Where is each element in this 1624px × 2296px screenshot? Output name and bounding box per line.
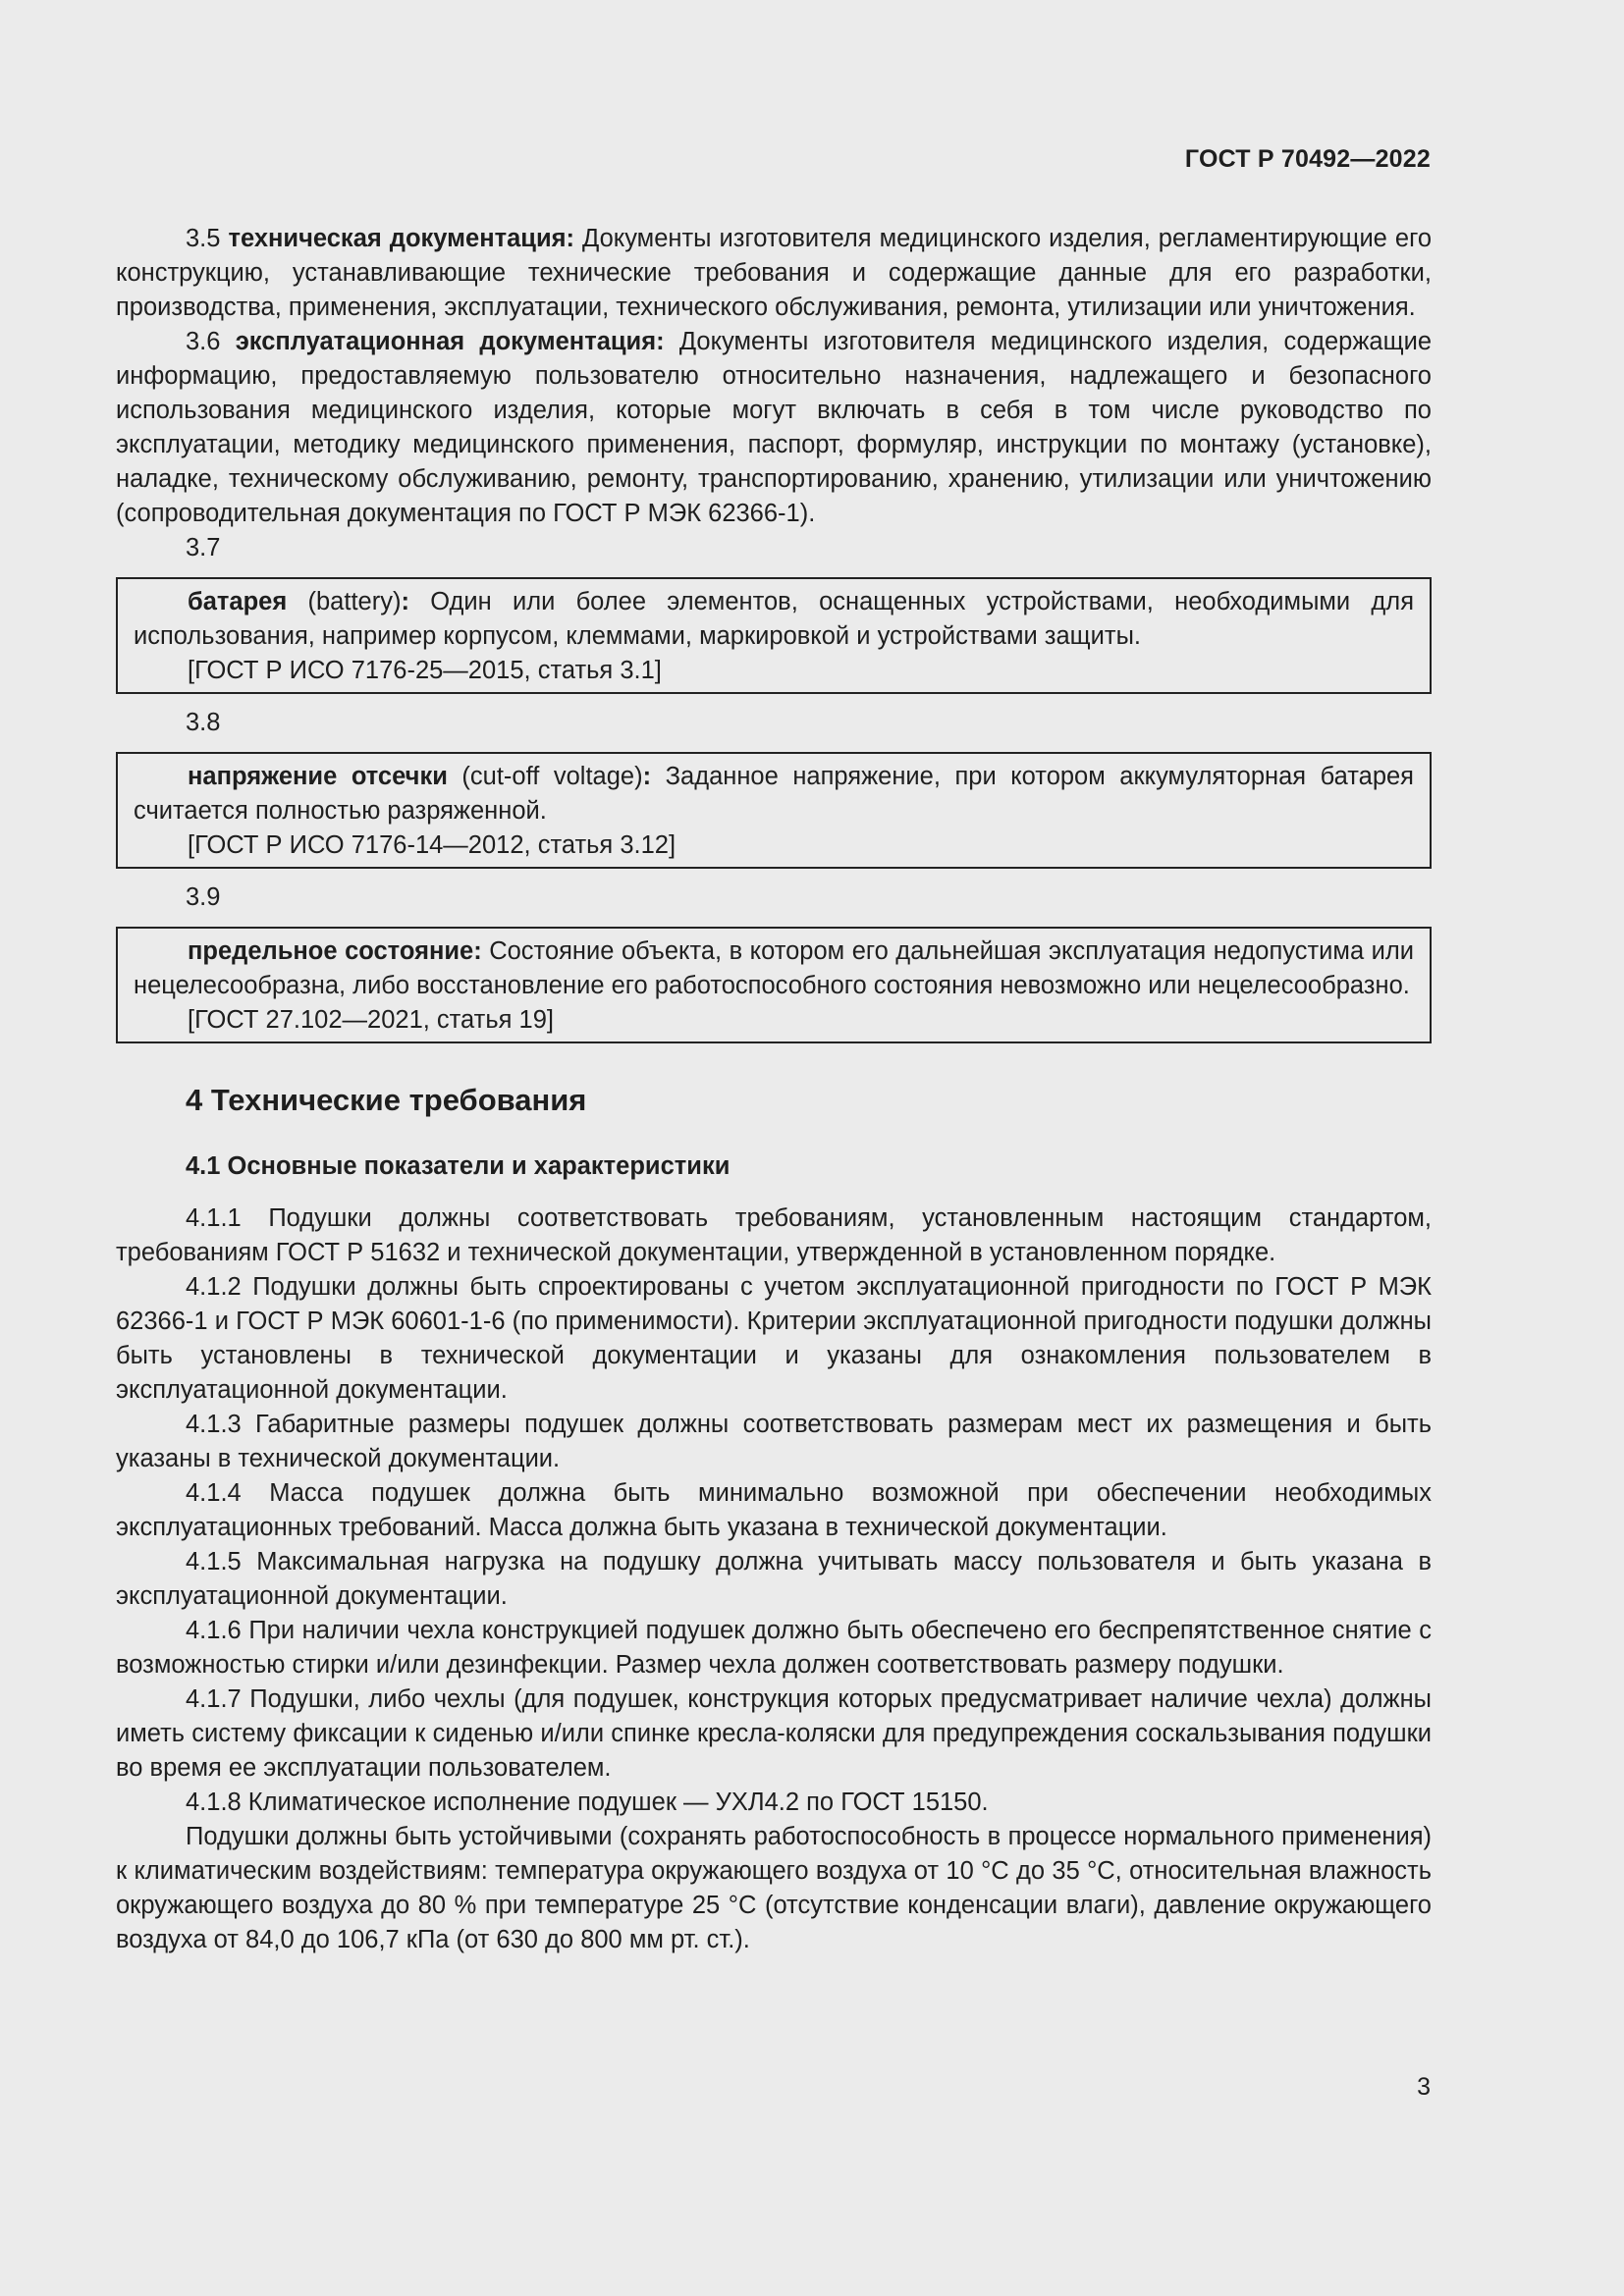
clause-number: 3.5 [186, 225, 221, 252]
paragraph-4-1-8: 4.1.8 Климатическое исполнение подушек — УХЛ4.2 по ГОСТ 15150. [186, 1789, 989, 1816]
paragraph-4-1-2: 4.1.2 Подушки должны быть спроектированы с учетом эксплуатационной пригодности по ГОСТ Р МЭК 62366-1 и ГОСТ Р МЭК 60601-1-6 (по применимости). Критерии эксплуатационной пригодности подушки должны быть установлены в технической документации и указаны для ознакомления пользователем в эксплуатационной документации. [116, 1273, 1432, 1404]
paragraph-4-1-4: 4.1.4 Масса подушек должна быть минимально возможной при обеспечении необходимых эксплуатационных требований. Масса должна быть указана в технической документации. [116, 1479, 1432, 1541]
definition-box-3-7 [116, 577, 1432, 694]
paragraph-4-1-5: 4.1.5 Максимальная нагрузка на подушку должна учитывать массу пользователя и быть указана в эксплуатационной документации. [116, 1548, 1432, 1610]
paragraph-4-1-7: 4.1.7 Подушки, либо чехлы (для подушек, конструкция которых предусматривает наличие чехла) должны иметь систему фиксации к сиденью и/или спинке кресла-коляски для предупреждения соскальзывания подушки во время ее эксплуатации пользователем. [116, 1685, 1432, 1782]
paragraph-4-1-6: 4.1.6 При наличии чехла конструкцией подушек должно быть обеспечено его беспрепятственное снятие с возможностью стирки и/или дезинфекции. Размер чехла должен соответствовать размеру подушки. [116, 1617, 1432, 1679]
definition-text: Заданное напряжение, при котором аккумуляторная батарея считается полностью разряженной. [134, 763, 1414, 825]
clause-number-3-9: 3.9 [186, 883, 221, 911]
term-english: (battery) [287, 588, 402, 615]
clause-number-3-7: 3.7 [186, 534, 221, 561]
term-colon: : [401, 588, 409, 615]
definition-3-5 [116, 222, 1432, 325]
paragraph-4-1-1: 4.1.1 Подушки должны соответствовать требованиям, установленным настоящим стандартом, требованиям ГОСТ Р 51632 и технической документации, утвержденной в установленном порядке. [116, 1204, 1432, 1266]
paragraph-4-1-3: 4.1.3 Габаритные размеры подушек должны соответствовать размерам мест их размещения и быть указаны в технической документации. [116, 1411, 1432, 1472]
definition-text: Документы изготовителя медицинского изделия, регламентирующие его конструкцию, устанавливающие технические требования и содержащие данные для его разработки, производства, применения, эксплуатации, технического обслуживания, ремонта, утилизации или уничтожения. [116, 225, 1433, 321]
definition-source: [ГОСТ Р ИСО 7176-25—2015, статья 3.1] [188, 657, 662, 684]
subsection-heading-4-1: 4.1 Основные показатели и характеристики [186, 1152, 731, 1180]
definition-3-8 [134, 760, 1414, 828]
definition-text: Документы изготовителя медицинского изделия, содержащие информацию, предоставляемую пользователю относительно назначения, надлежащего и безопасного использования медицинского изделия, которые могут включать в себя в том числе руководство по эксплуатации, методику медицинского применения, паспорт, формуляр, инструкции по монтажу (установке), наладке, техническому обслуживанию, ремонту, транспортированию, хранению, утилизации или уничтожению (сопроводительная документация по ГОСТ Р МЭК 62366-1). [116, 328, 1432, 527]
page-content [116, 222, 1432, 1957]
definition-3-9 [134, 934, 1414, 1003]
term: батарея [188, 588, 288, 615]
page-number: 3 [1417, 2073, 1431, 2101]
definition-text: Состояние объекта, в котором его дальнейшая эксплуатация недопустима или нецелесообразна, либо восстановление его работоспособного состояния невозможно или нецелесообразно. [134, 937, 1415, 999]
definition-source: [ГОСТ Р ИСО 7176-14—2012, статья 3.12] [188, 831, 677, 859]
definition-box-3-9 [116, 927, 1432, 1043]
paragraph-climatic-conditions: Подушки должны быть устойчивыми (сохранять работоспособность в процессе нормального применения) к климатическим воздействиям: температура окружающего воздуха от 10 °С до 35 °С, относительная влажность окружающего воздуха до 80 % при температуре 25 °С (отсутствие конденсации влаги), давление окружающего воздуха от 84,0 до 106,7 кПа (от 630 до 800 мм рт. ст.). [116, 1823, 1432, 1953]
definition-text: Один или более элементов, оснащенных устройствами, необходимыми для использования, например корпусом, клеммами, маркировкой и устройствами защиты. [134, 588, 1414, 650]
document-code: ГОСТ Р 70492—2022 [1184, 145, 1431, 173]
definition-source: [ГОСТ 27.102—2021, статья 19] [188, 1006, 554, 1034]
definition-3-6 [116, 325, 1432, 531]
clause-number-3-8: 3.8 [186, 709, 221, 736]
definition-box-3-8 [116, 752, 1432, 869]
section-heading-4: 4 Технические требования [186, 1083, 587, 1117]
term-colon: : [642, 763, 652, 790]
term: предельное состояние: [188, 937, 482, 965]
clause-number: 3.6 [186, 328, 221, 355]
definition-3-7 [134, 585, 1414, 654]
term: напряжение отсечки [188, 763, 448, 790]
term: эксплуатационная документация: [235, 328, 665, 355]
term: техническая документация: [228, 225, 574, 252]
term-english: (cut-off voltage) [447, 763, 643, 790]
